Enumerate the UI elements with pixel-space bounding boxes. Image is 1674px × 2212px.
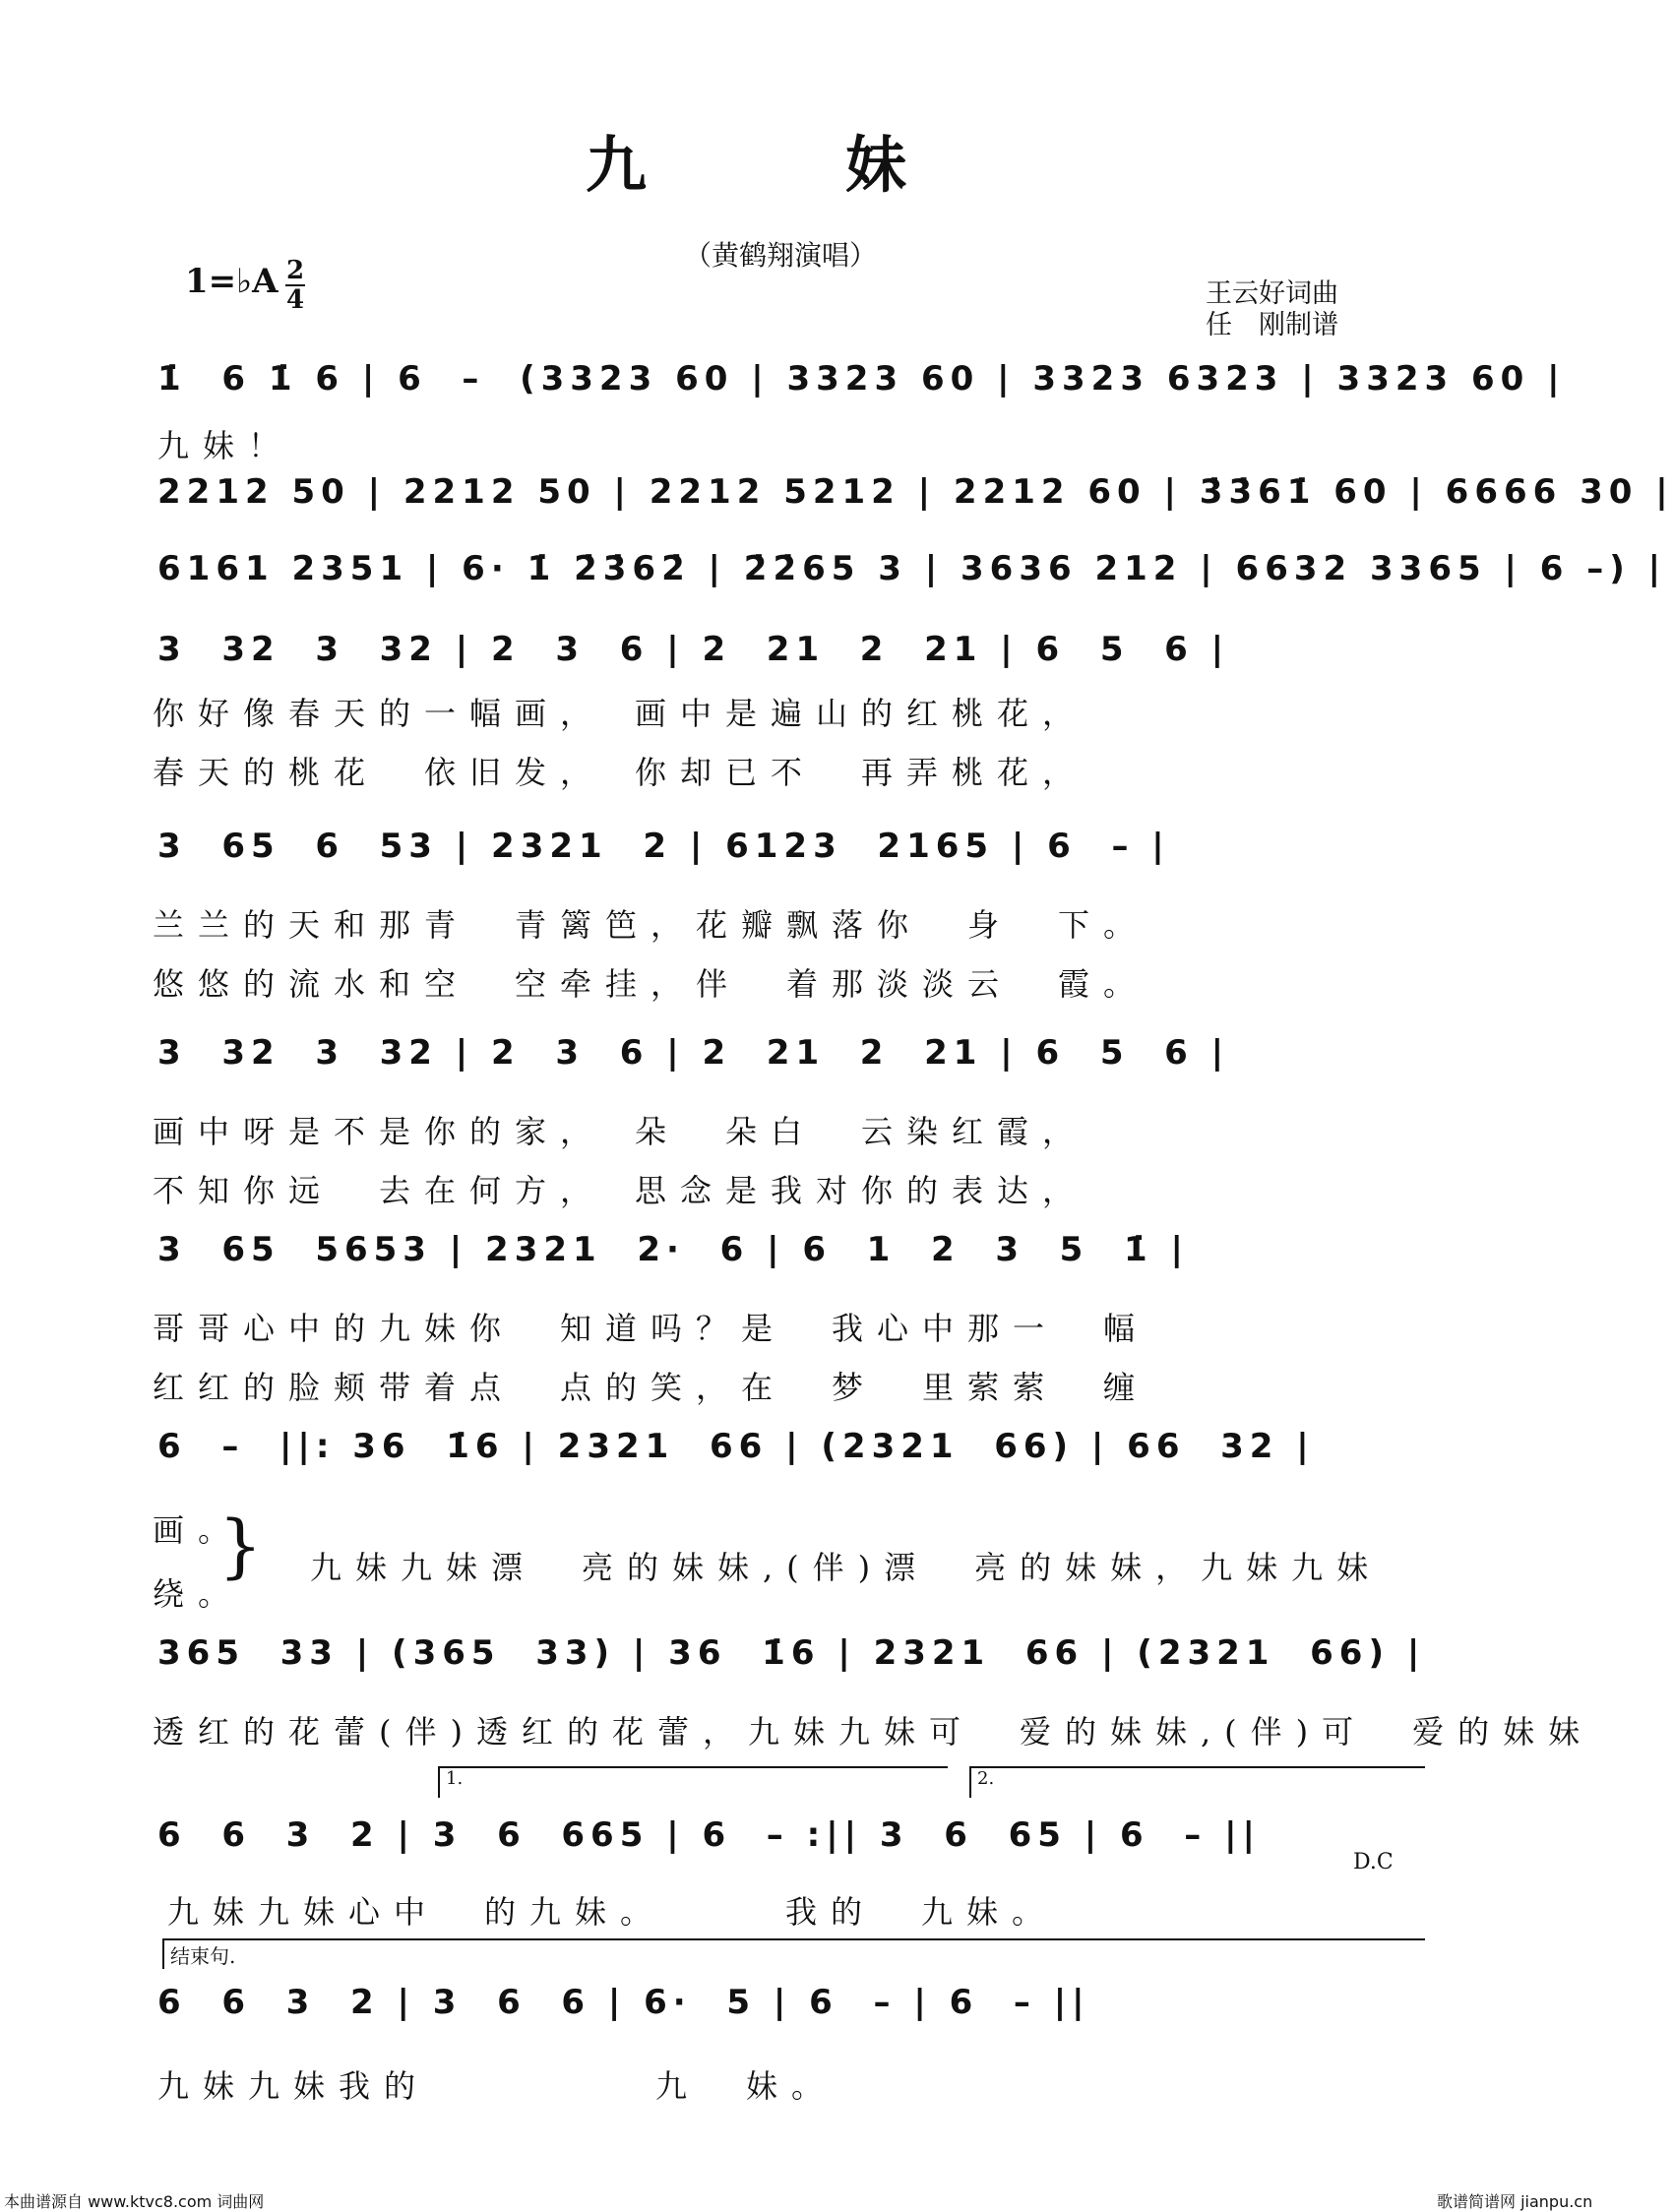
stave-10 xyxy=(148,1806,1417,1874)
lyric-line: 悠悠的流水和空 空牵挂，伴 着那淡淡云 霞。 xyxy=(153,965,1149,1003)
lyric-line: 绕。 xyxy=(153,1575,244,1613)
lyric-line: 红红的脸颊带着点 点的笑，在 梦 里萦萦 缠 xyxy=(153,1369,1149,1406)
stave-6 xyxy=(148,1023,1417,1092)
footer-left: 本曲谱源自 www.ktvc8.com 词曲网 xyxy=(4,2192,265,2211)
stave-notes: 6 6 3 2 | 3 6 665 | 6 – :|| 3 6 65 | 6 – || xyxy=(157,1815,1261,1855)
stave-11 xyxy=(148,1973,1417,2042)
lyric-line: 透红的花蕾(伴)透红的花蕾，九妹九妹可 爱的妹妹,(伴)可 爱的妹妹 xyxy=(153,1713,1594,1751)
lyric-line: 春天的桃花 依旧发， 你却已不 再弄桃花， xyxy=(153,754,1088,791)
lyric-line: 九妹九妹漂 亮的妹妹,(伴)漂 亮的妹妹，九妹九妹 xyxy=(310,1549,1383,1586)
lyric-line: 不知你远 去在何方， 思念是我对你的表达， xyxy=(153,1172,1088,1209)
lyric-line: 九妹九妹我的 九 妹。 xyxy=(157,2067,837,2105)
stave-notes: 6 – ||: 36 1̇6 | 2321 66 | (2321 66) | 66 32 | xyxy=(157,1427,1315,1466)
time-signature xyxy=(285,258,305,313)
composer-credit: 王云好词曲 xyxy=(1206,278,1338,309)
lyric-line: 画。 xyxy=(153,1511,244,1549)
stave-notes: 1̇ 6 1̇ 6 | 6 – (3323 60 | 3323 60 | 3323 6323 | 3323 60 | xyxy=(157,359,1566,399)
stave-notes: 3 65 6 53 | 2321 2 | 6123 2165 | 6 – | xyxy=(157,827,1170,866)
stave-notes: 6 6 3 2 | 3 6 6 | 6· 5 | 6 – | 6 – || xyxy=(157,1983,1090,2022)
stave-notes: 2212 50 | 2212 50 | 2212 5212 | 2212 60 | 3̇3̇61̇ 60 | 6666 30 | xyxy=(157,472,1674,512)
volta-1: 1. xyxy=(438,1766,948,1798)
footer-right: 歌谱简谱网 jianpu.cn xyxy=(1437,2192,1593,2211)
brace: } xyxy=(218,1505,263,1586)
stave-notes: 3 32 3 32 | 2 3 6 | 2 21 2 21 | 6 5 6 | xyxy=(157,630,1230,669)
stave-3 xyxy=(148,539,1667,608)
stave-notes: 6161 2351 | 6· 1̇ 2̇3̇62̇ | 2̇2̇65 3 | 3636 212 | 6632 3365 | 6 –) | xyxy=(157,549,1667,588)
stave-8 xyxy=(148,1417,1417,1486)
lyric-line: 你好像春天的一幅画， 画中是遍山的红桃花， xyxy=(153,695,1088,732)
stave-notes: 3 32 3 32 | 2 3 6 | 2 21 2 21 | 6 5 6 | xyxy=(157,1033,1230,1073)
stave-1 xyxy=(148,349,1566,418)
stave-notes: 3 65 5653 | 2321 2· 6 | 6 1 2 3 5 1̇ | xyxy=(157,1230,1189,1269)
stave-5 xyxy=(148,817,1417,886)
key-signature: 1=♭A xyxy=(185,262,279,301)
stave-7 xyxy=(148,1220,1417,1289)
arranger-credit: 任 刚制谱 xyxy=(1206,310,1338,340)
lyric-line: 画中呀是不是你的家， 朵 朵白 云染红霞， xyxy=(153,1113,1088,1150)
lyric-line: 哥哥心中的九妹你 知道吗？是 我心中那一 幅 xyxy=(153,1310,1149,1347)
stave-notes: 365 33 | (365 33) | 36 1̇6 | 2321 66 | (2321 66) | xyxy=(157,1633,1426,1673)
lyric-line: 九妹！ xyxy=(157,427,294,464)
stave-4 xyxy=(148,620,1417,689)
ending-label: 结束句. xyxy=(162,1938,1425,1969)
time-top: 2 xyxy=(285,256,305,285)
time-bottom: 4 xyxy=(285,285,305,315)
song-title: 九 妹 xyxy=(585,129,975,201)
performer-note: （黄鹤翔演唱） xyxy=(683,239,877,272)
lyric-line: 九妹九妹心中 的九妹。 我的 九妹。 xyxy=(167,1893,1058,1931)
volta-2: 2. xyxy=(969,1766,1425,1798)
stave-2 xyxy=(148,462,1674,531)
lyric-line: 兰兰的天和那青 青篱笆，花瓣飘落你 身 下。 xyxy=(153,906,1149,944)
dc-label: D.C xyxy=(1353,1850,1394,1874)
stave-9 xyxy=(148,1624,1426,1692)
